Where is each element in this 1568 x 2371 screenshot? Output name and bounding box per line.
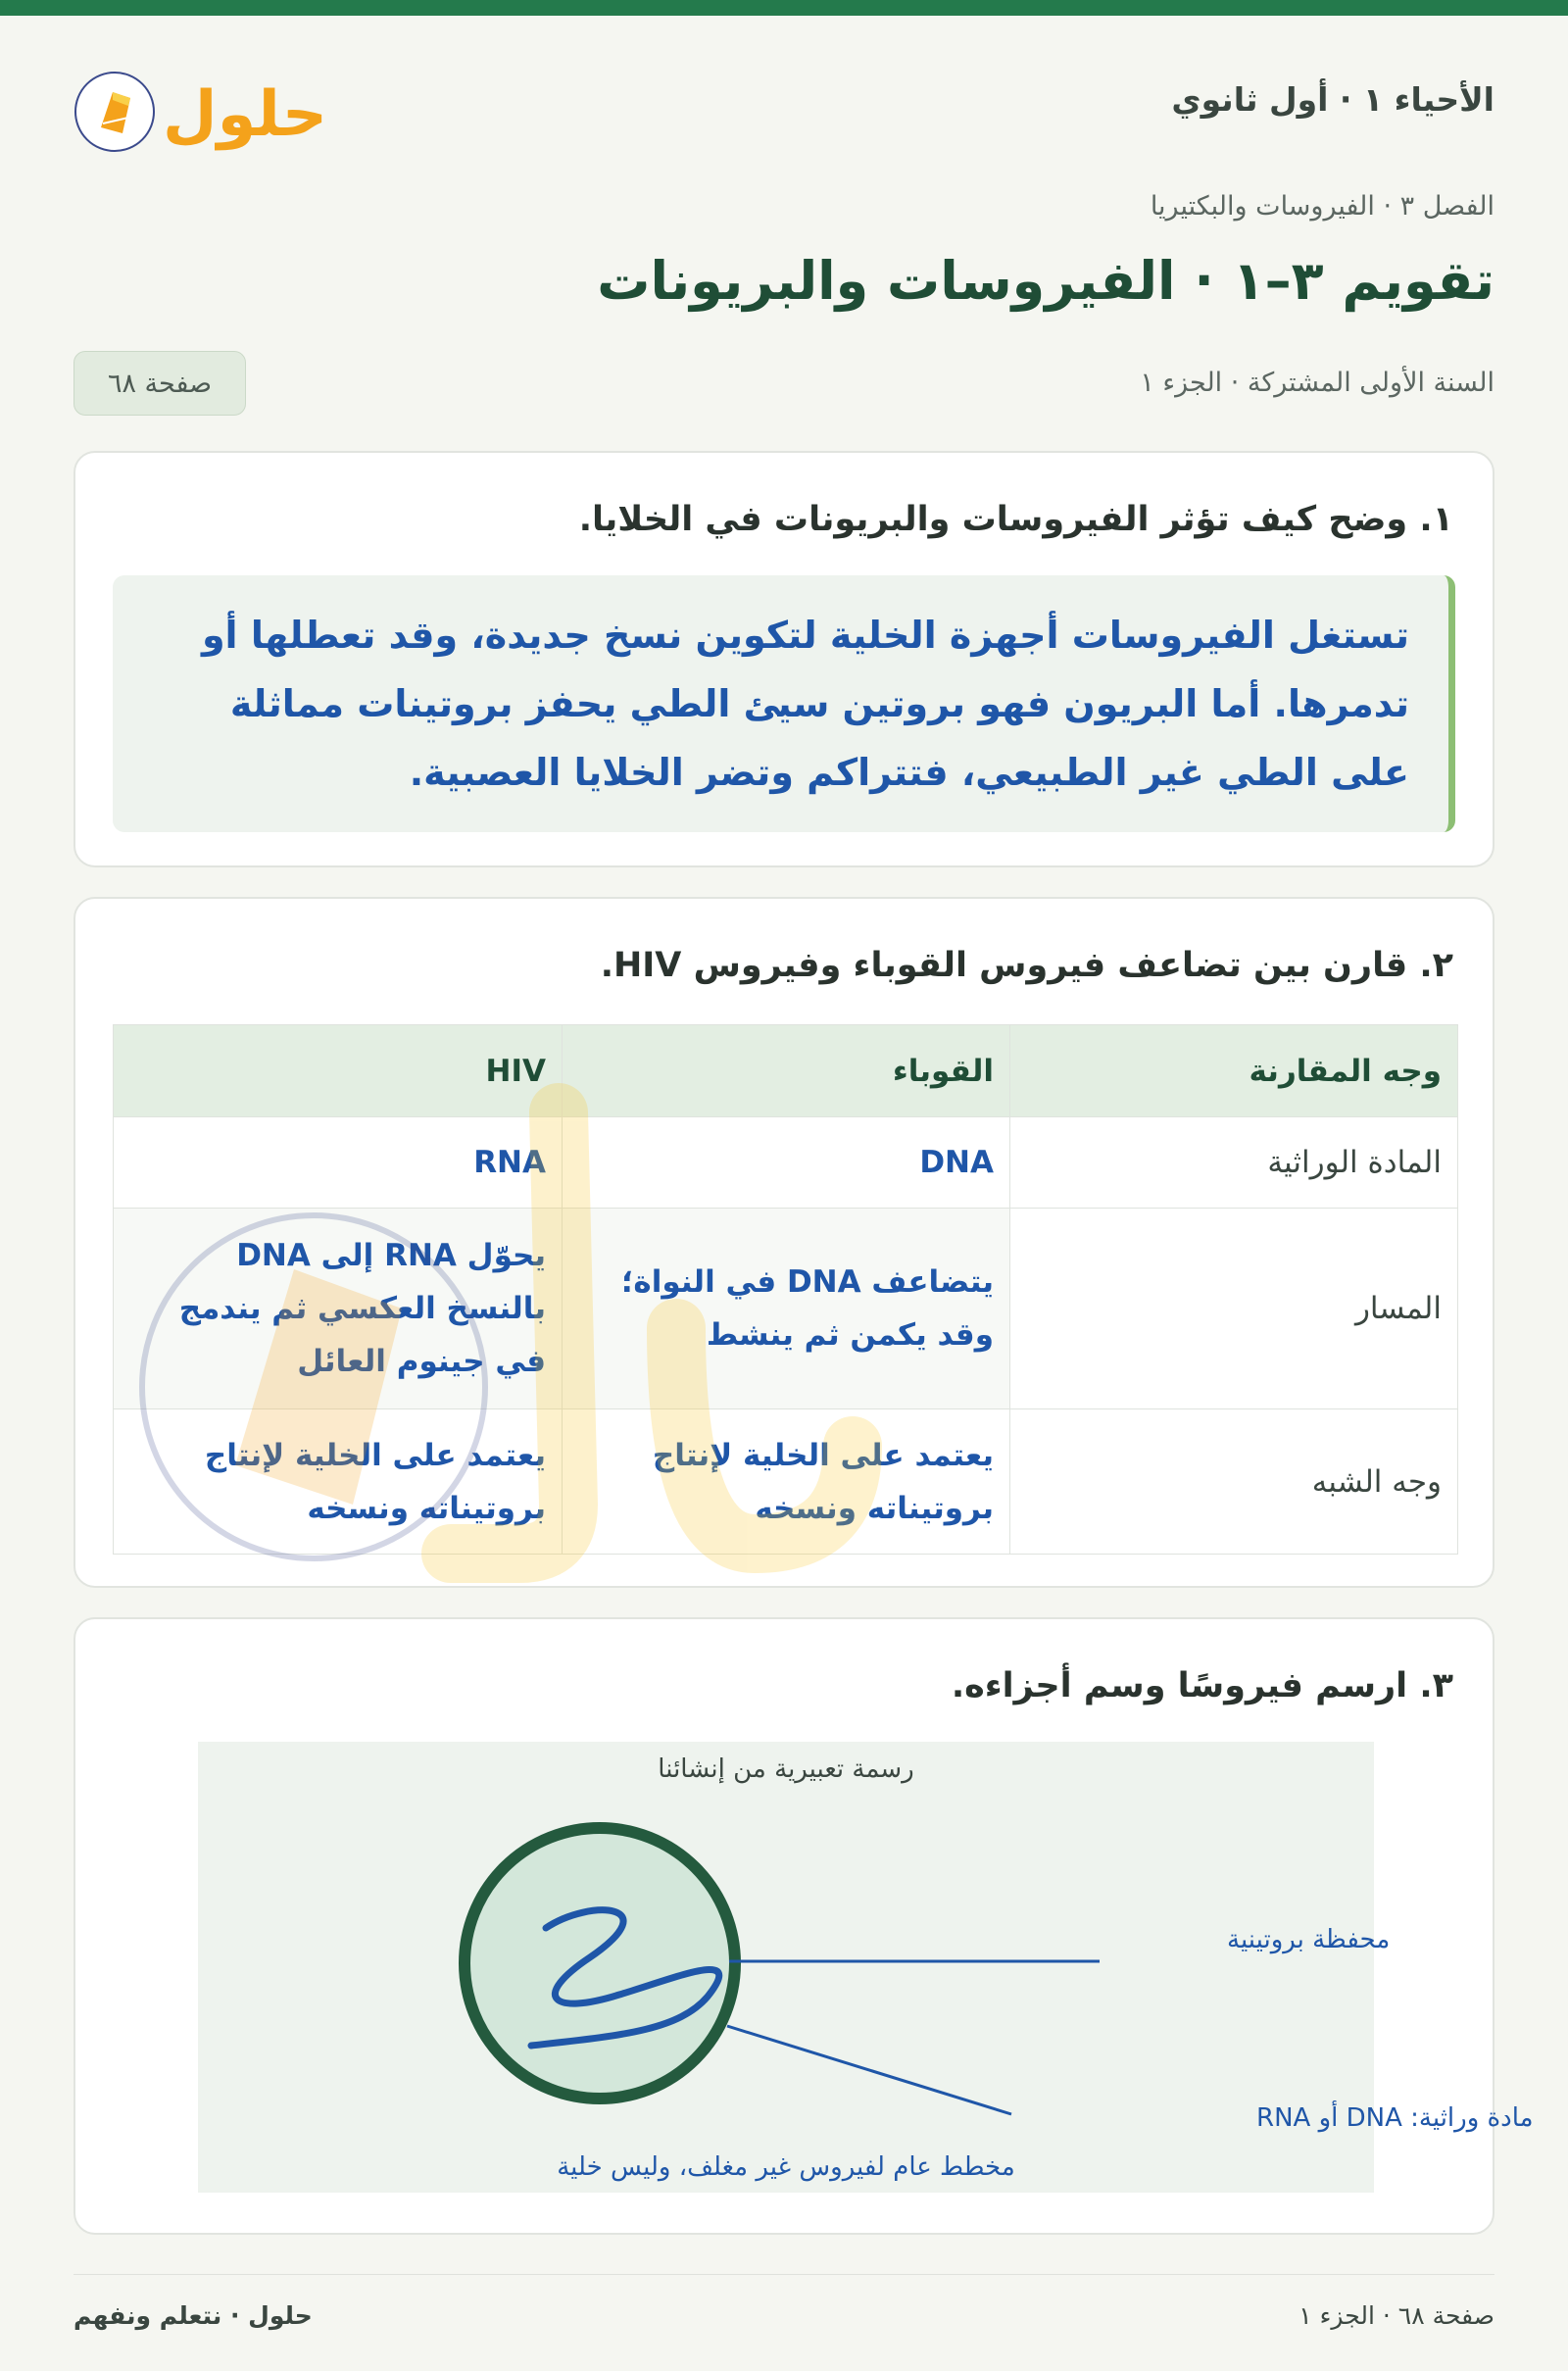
table-header-row xyxy=(114,1025,1458,1117)
logo-text: حلول xyxy=(163,78,327,151)
header-herpes: القوباء xyxy=(563,1025,1010,1117)
capsid-shape xyxy=(465,1828,735,2099)
footer-divider xyxy=(74,2274,1494,2275)
capsid-label: محفظة بروتينية xyxy=(1227,1925,1391,1954)
table-row xyxy=(114,1409,1458,1555)
question-card-3 xyxy=(74,1617,1534,2235)
question-2-title: ٢. قارن بين تضاعف فيروس القوباء وفيروس HIV. xyxy=(600,946,1453,985)
page-title: تقويم ٣–١ · الفيروسات والبريونات xyxy=(597,250,1494,312)
page-badge: صفحة ٦٨ xyxy=(74,351,246,416)
hiv-cell: RNA xyxy=(114,1117,563,1209)
question-1-title: ١. وضح كيف تؤثر الفيروسات والبريونات في الخلايا. xyxy=(578,500,1453,539)
row-label: المادة الوراثية xyxy=(1010,1117,1458,1209)
header-aspect: وجه المقارنة xyxy=(1010,1025,1458,1117)
herpes-cell: يعتمد على الخلية لإنتاج بروتيناته ونسخه xyxy=(563,1409,1010,1555)
page-header xyxy=(74,59,1494,157)
genetic-material-label: مادة وراثية: DNA أو RNA xyxy=(1256,2103,1534,2133)
answer-1-text: تستغل الفيروسات أجهزة الخلية لتكوين نسخ جديدة، وقد تعطلها أو تدمرها. أما البريون فهو بروتين سيئ الطي يحفز بروتينات مماثلة على الطي غير الطبيعي، فتتراكم وتضر الخلايا العصبية. xyxy=(201,614,1409,794)
virus-diagram xyxy=(198,1742,1534,2193)
row-label: المسار xyxy=(1010,1209,1458,1409)
question-3-title: ٣. ارسم فيروسًا وسم أجزاءه. xyxy=(951,1666,1453,1705)
meta-info: السنة الأولى المشتركة · الجزء ١ xyxy=(1140,368,1494,398)
comparison-table xyxy=(113,1024,1458,1555)
chapter-label: الفصل ٣ · الفيروسات والبكتيريا xyxy=(1150,191,1494,222)
subject-title: الأحياء ١ · أول ثانوي xyxy=(1171,80,1494,119)
hiv-cell: يعتمد على الخلية لإنتاج بروتيناته ونسخه xyxy=(114,1409,563,1555)
genetic-pointer-line xyxy=(727,2026,1011,2114)
hiv-cell: يحوّل RNA إلى DNA بالنسخ العكسي ثم يندمج في جينوم العائل xyxy=(114,1209,563,1409)
footer-brand: حلول · نتعلم ونفهم xyxy=(74,2301,313,2330)
answer-box-1 xyxy=(113,575,1455,832)
question-card-1 xyxy=(74,451,1494,867)
diagram-caption-top: رسمة تعبيرية من إنشائنا xyxy=(658,1754,914,1784)
top-accent-bar xyxy=(0,0,1568,16)
table-row xyxy=(114,1117,1458,1209)
question-card-2 xyxy=(74,897,1494,1588)
row-label: وجه الشبه xyxy=(1010,1409,1458,1555)
herpes-cell: يتضاعف DNA في النواة؛ وقد يكمن ثم ينشط xyxy=(563,1209,1010,1409)
diagram-caption-bottom: مخطط عام لفيروس غير مغلف، وليس خلية xyxy=(557,2152,1015,2182)
footer-page-info: صفحة ٦٨ · الجزء ١ xyxy=(1298,2301,1494,2330)
header-hiv: HIV xyxy=(114,1025,563,1117)
hulul-logo xyxy=(74,59,338,157)
herpes-cell: DNA xyxy=(563,1117,1010,1209)
table-row xyxy=(114,1209,1458,1409)
